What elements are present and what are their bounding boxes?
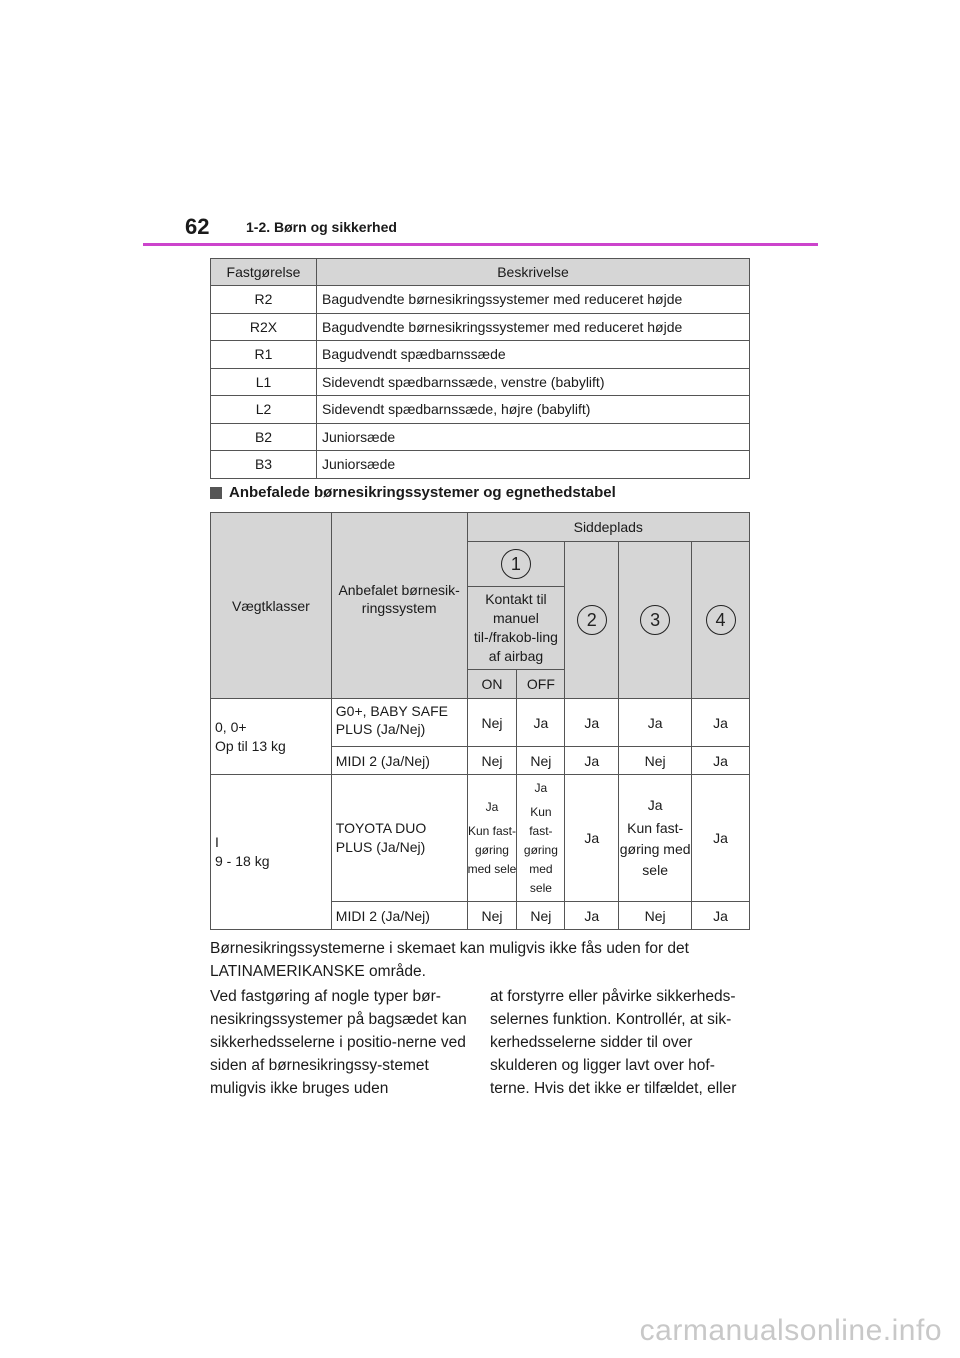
- table-cell: Nej: [619, 747, 692, 775]
- table-row: [211, 451, 750, 479]
- table-cell: Ja: [565, 747, 619, 775]
- seat-3-header: [619, 542, 692, 699]
- table-cell: [467, 775, 517, 902]
- table-cell: Sidevendt spædbarnssæde, venstre (babylift): [317, 368, 750, 396]
- weight-class-header: Vægtklasser: [211, 513, 332, 699]
- seat-position-header: Siddeplads: [467, 513, 749, 542]
- seat-3-number: 3: [640, 605, 670, 635]
- cell-note: Kun fast-gøring med sele: [523, 804, 558, 895]
- weight-class-label: 0, 0+: [215, 718, 247, 735]
- table-cell: Nej: [467, 699, 517, 747]
- weight-class-cell: [211, 775, 332, 930]
- recommended-header: [331, 513, 467, 699]
- weight-range-label: 9 - 18 kg: [215, 853, 270, 869]
- table-cell: Sidevendt spædbarnssæde, højre (babylift): [317, 396, 750, 424]
- table-cell: Nej: [467, 747, 517, 775]
- table-cell: R2X: [211, 313, 317, 341]
- table-row: [211, 368, 750, 396]
- table-row: [211, 775, 750, 902]
- cell-value: Ja: [534, 780, 548, 795]
- table-row: [211, 699, 750, 747]
- table-header-row: [211, 259, 750, 286]
- table-cell: Bagudvendt spædbarnssæde: [317, 341, 750, 369]
- table-cell: Nej: [619, 902, 692, 930]
- seat-1-number: 1: [501, 549, 531, 579]
- table-cell: B3: [211, 451, 317, 479]
- table-cell: [619, 775, 692, 902]
- cell-note: Kun fast-gøring med sele: [467, 823, 517, 876]
- airbag-switch-header: Kontakt til manuel til-/frakob-ling af airbag: [467, 587, 565, 670]
- table-cell: Ja: [692, 699, 750, 747]
- table-cell: Ja: [692, 902, 750, 930]
- weight-class-label: I: [215, 834, 219, 850]
- table-cell: L2: [211, 396, 317, 424]
- table-cell: Ja: [565, 775, 619, 902]
- system-cell: TOYOTA DUO PLUS (Ja/Nej): [331, 775, 467, 902]
- weight-range-label: Op til 13 kg: [215, 737, 286, 754]
- recommended-header-text: Anbefalet børnesik-ringssystem: [338, 581, 460, 616]
- watermark: carmanualsonline.info: [639, 1314, 942, 1347]
- section-title: 1-2. Børn og sikkerhed: [246, 219, 397, 235]
- seat-4-header: [692, 542, 750, 699]
- seat-1-header: [467, 542, 565, 587]
- table-row: [211, 396, 750, 424]
- column-header: Beskrivelse: [317, 259, 750, 286]
- table-cell: L1: [211, 368, 317, 396]
- table-cell: [517, 775, 565, 902]
- table-row: [211, 423, 750, 451]
- table-cell: Juniorsæde: [317, 423, 750, 451]
- availability-note: Børnesikringssystemerne i skemaet kan muligvis ikke fås uden for det LATINAMERIKANSKE område.: [210, 940, 689, 980]
- table-row: [211, 341, 750, 369]
- seat-4-number: 4: [706, 605, 736, 635]
- table-cell: R1: [211, 341, 317, 369]
- table-header-row: [211, 513, 750, 542]
- system-cell: G0+, BABY SAFE PLUS (Ja/Nej): [331, 699, 467, 747]
- seat-2-header: [565, 542, 619, 699]
- anchorage-table: [210, 258, 750, 479]
- table-row: [211, 286, 750, 314]
- subheading-text: Anbefalede børnesikringssystemer og egnethedstabel: [229, 484, 616, 501]
- cell-value: Ja: [647, 797, 663, 813]
- square-bullet-icon: [210, 487, 222, 499]
- table-cell: Nej: [517, 747, 565, 775]
- system-cell: MIDI 2 (Ja/Nej): [331, 902, 467, 930]
- table-cell: Juniorsæde: [317, 451, 750, 479]
- table-cell: Nej: [467, 902, 517, 930]
- table-row: [211, 313, 750, 341]
- body-text-right-column: at forstyrre eller påvirke sikkerheds-selernes funktion. Kontrollér, at sik-kerhedsselerne sidder til over skulderen og ligger lavt over hof-terne. Hvis det ikke er tilfældet, eller: [490, 988, 737, 1097]
- header-rule: [143, 243, 818, 246]
- table-cell: Ja: [692, 747, 750, 775]
- table-cell: Ja: [565, 699, 619, 747]
- off-header: OFF: [517, 670, 565, 699]
- column-header: Fastgørelse: [211, 259, 317, 286]
- page-number: 62: [185, 214, 210, 239]
- table-cell: Ja: [517, 699, 565, 747]
- cell-value: Ja: [485, 799, 499, 814]
- system-cell: MIDI 2 (Ja/Nej): [331, 747, 467, 775]
- seat-2-number: 2: [577, 605, 607, 635]
- table-cell: Bagudvendte børnesikringssystemer med reduceret højde: [317, 313, 750, 341]
- table-cell: Nej: [517, 902, 565, 930]
- weight-class-cell: [211, 699, 332, 775]
- table-cell: Ja: [692, 775, 750, 902]
- table-cell: R2: [211, 286, 317, 314]
- table-cell: Ja: [565, 902, 619, 930]
- on-header: ON: [467, 670, 517, 699]
- subheading: [210, 484, 616, 501]
- suitability-table: [210, 512, 750, 930]
- table-cell: Bagudvendte børnesikringssystemer med reduceret højde: [317, 286, 750, 314]
- table-cell: Ja: [619, 699, 692, 747]
- cell-note: Kun fast-gøring med sele: [619, 820, 691, 878]
- table-cell: B2: [211, 423, 317, 451]
- body-text-left-column: Ved fastgøring af nogle typer bør-nesikringssystemer på bagsædet kan sikkerhedsselerne i positio-nerne ved siden af børnesikringssy-stemet muligvis ikke bruges uden: [210, 988, 467, 1097]
